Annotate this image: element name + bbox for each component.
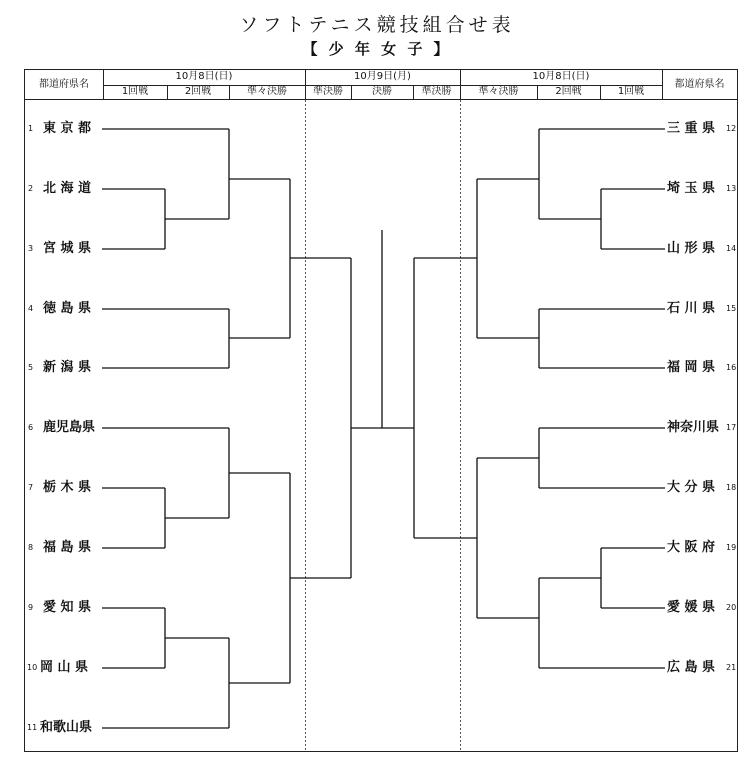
left-team-2-name: 北 海 道 — [43, 181, 92, 196]
left-team-8-name: 福 島 県 — [43, 540, 92, 555]
page-subtitle: 【 少 年 女 子 】 — [302, 40, 452, 58]
right-team-20-name: 愛 媛 県 — [667, 600, 716, 615]
header-right-round1: 1回戦 — [617, 86, 645, 97]
right-team-17-number: 17 — [726, 423, 737, 432]
right-team-12-number: 12 — [726, 124, 737, 133]
right-team-18-number: 18 — [726, 483, 737, 492]
right-team-19-name: 大 阪 府 — [667, 540, 716, 555]
left-team-9-number: 9 — [28, 603, 34, 612]
left-team-5-number: 5 — [28, 363, 34, 372]
right-team-12-name: 三 重 県 — [667, 121, 716, 136]
left-team-3-number: 3 — [28, 244, 34, 253]
right-team-13-number: 13 — [726, 184, 737, 193]
right-team-15-name: 石 川 県 — [667, 301, 716, 316]
left-team-1-name: 東 京 都 — [43, 121, 92, 136]
left-team-10-number: 10 — [27, 663, 38, 672]
header-pref-left: 都道府県名 — [39, 79, 89, 90]
left-team-1-number: 1 — [28, 124, 34, 133]
left-team-7-name: 栃 木 県 — [43, 480, 92, 495]
right-team-14-name: 山 形 県 — [667, 241, 716, 256]
header-right-sf: 準決勝 — [421, 86, 452, 97]
right-bracket — [382, 129, 665, 668]
right-team-20-number: 20 — [726, 603, 737, 612]
right-team-19-number: 19 — [726, 543, 737, 552]
right-team-15-number: 15 — [726, 304, 737, 313]
right-team-21-number: 21 — [726, 663, 737, 672]
left-team-11-name: 和歌山県 — [40, 720, 93, 735]
header-right-round2: 2回戦 — [555, 86, 582, 97]
left-team-2-number: 2 — [28, 184, 34, 193]
left-team-4-number: 4 — [28, 304, 34, 313]
header-pref-right: 都道府県名 — [674, 79, 725, 90]
right-team-13-name: 埼 玉 県 — [667, 181, 716, 196]
header-right-qf: 準々決勝 — [478, 86, 519, 97]
left-team-3-name: 宮 城 県 — [43, 241, 92, 256]
header-day2: 10月9日(月) — [354, 71, 411, 82]
header-left-round1: 1回戦 — [121, 86, 149, 97]
right-team-16-name: 福 岡 県 — [667, 360, 716, 375]
header-final: 決勝 — [372, 86, 392, 97]
right-team-17-name: 神奈川県 — [667, 420, 720, 435]
left-team-8-number: 8 — [28, 543, 34, 552]
left-team-10-name: 岡 山 県 — [40, 660, 89, 675]
left-team-6-number: 6 — [28, 423, 34, 432]
right-team-16-number: 16 — [726, 363, 737, 372]
header-left-sf: 準決勝 — [313, 86, 343, 97]
left-team-6-name: 鹿児島県 — [43, 420, 96, 435]
header-left-round2: 2回戦 — [184, 86, 212, 97]
left-team-4-name: 徳 島 県 — [43, 301, 92, 316]
right-team-18-name: 大 分 県 — [667, 480, 716, 495]
header-left-qf: 準々決勝 — [247, 86, 287, 97]
header-day1-left: 10月8日(日) — [175, 71, 233, 82]
header-grid — [24, 69, 738, 100]
left-team-5-name: 新 潟 県 — [43, 360, 92, 375]
left-team-11-number: 11 — [27, 723, 38, 732]
left-team-9-name: 愛 知 県 — [43, 600, 92, 615]
page-title: ソフトテニス競技組合せ表 — [239, 14, 515, 36]
header-day1-right: 10月8日(日) — [532, 71, 590, 82]
left-team-7-number: 7 — [28, 483, 34, 492]
right-team-14-number: 14 — [726, 244, 737, 253]
right-team-21-name: 広 島 県 — [667, 660, 716, 675]
day-divider-lines — [306, 100, 461, 752]
left-bracket — [102, 129, 382, 728]
